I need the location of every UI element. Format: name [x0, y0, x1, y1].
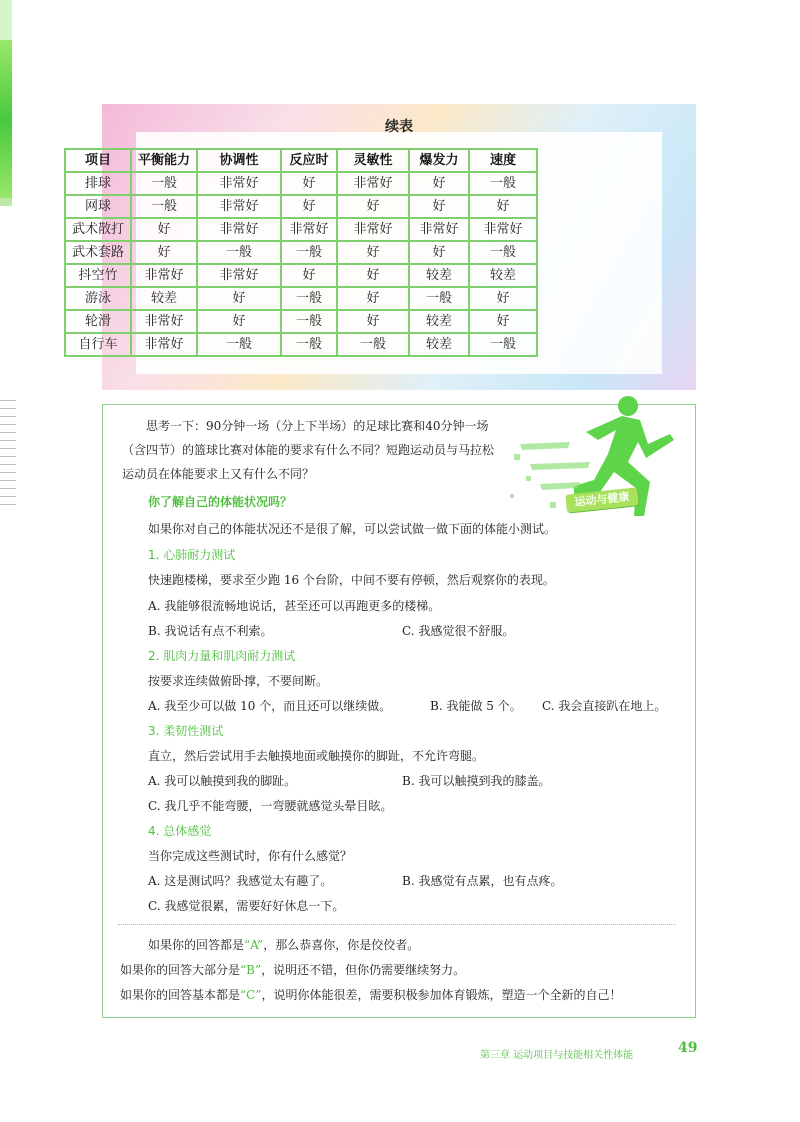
section-4-title: 4. 总体感觉	[148, 824, 212, 838]
table-rating-cell: 非常好	[337, 172, 409, 195]
table-rating-cell: 好	[409, 172, 469, 195]
table-rating-cell: 一般	[281, 241, 337, 264]
table-rating-cell: 好	[409, 241, 469, 264]
table-rating-cell: 一般	[281, 287, 337, 310]
table-rating-cell: 一般	[281, 310, 337, 333]
table-rating-cell: 好	[197, 287, 281, 310]
quiz-lead: 如果你对自己的体能状况还不是很了解，可以尝试做一做下面的体能小测试。	[148, 522, 557, 536]
table-header-cell: 爆发力	[409, 149, 469, 172]
table-sport-cell: 轮滑	[65, 310, 131, 333]
section-3-title: 3. 柔韧性测试	[148, 724, 224, 738]
table-rating-cell: 非常好	[281, 218, 337, 241]
table-rating-cell: 好	[281, 195, 337, 218]
result-c-suffix: ，说明你体能很差，需要积极参加体育锻炼，塑造一个全新的自己！	[261, 988, 622, 1002]
table-rating-cell: 较差	[409, 310, 469, 333]
result-a-prefix: 如果你的回答都是	[148, 938, 245, 952]
section-2-option-c: C. 我会直接趴在地上。	[542, 699, 667, 713]
table-rating-cell: 好	[337, 241, 409, 264]
table-rating-cell: 好	[409, 195, 469, 218]
table-rating-cell: 好	[469, 310, 537, 333]
result-line-a	[148, 935, 419, 955]
table-rating-cell: 非常好	[131, 333, 197, 356]
table-rating-cell: 好	[469, 287, 537, 310]
table-rating-cell: 非常好	[197, 172, 281, 195]
result-line-b	[120, 960, 465, 980]
table-rating-cell: 非常好	[131, 310, 197, 333]
table-header-row	[65, 149, 537, 172]
topic-badge: 运动与健康	[565, 487, 638, 512]
result-b-letter: “B”	[240, 963, 262, 977]
table-row	[65, 241, 537, 264]
table-rating-cell: 好	[197, 310, 281, 333]
table-rating-cell: 非常好	[197, 218, 281, 241]
table-rating-cell: 非常好	[409, 218, 469, 241]
table-sport-cell: 武术散打	[65, 218, 131, 241]
table-sport-cell: 武术套路	[65, 241, 131, 264]
result-a-suffix: ，那么恭喜你，你是佼佼者。	[263, 938, 420, 952]
dotted-divider	[118, 924, 676, 925]
table-row	[65, 218, 537, 241]
section-4-text: 当你完成这些测试时，你有什么感觉？	[148, 849, 353, 863]
table-rating-cell: 较差	[409, 333, 469, 356]
section-1-option-c: C. 我感觉很不舒服。	[402, 624, 515, 638]
table-rating-cell: 一般	[409, 287, 469, 310]
result-b-suffix: ，说明还不错，但你仍需要继续努力。	[261, 963, 466, 977]
page-number: 49	[678, 1040, 698, 1056]
table-row	[65, 195, 537, 218]
table-rating-cell: 一般	[131, 172, 197, 195]
edge-decoration-green	[0, 40, 12, 200]
table-rating-cell: 非常好	[469, 218, 537, 241]
table-row	[65, 172, 537, 195]
table-rating-cell: 较差	[409, 264, 469, 287]
table-rating-cell: 非常好	[337, 218, 409, 241]
table-rating-cell: 一般	[469, 333, 537, 356]
table-sport-cell: 自行车	[65, 333, 131, 356]
section-1-text: 快速跑楼梯，要求至少跑 16 个台阶，中间不要有停顿，然后观察你的表现。	[148, 573, 555, 587]
table-header-cell: 协调性	[197, 149, 281, 172]
table-header-cell: 平衡能力	[131, 149, 197, 172]
result-c-letter: “C”	[240, 988, 262, 1002]
section-3-text: 直立，然后尝试用手去触摸地面或触摸你的脚趾，不允许弯腿。	[148, 749, 485, 763]
section-2-option-a: A. 我至少可以做 10 个，而且还可以继续做。	[148, 699, 392, 713]
section-2-option-b: B. 我能做 5 个。	[430, 699, 522, 713]
table-rating-cell: 好	[131, 218, 197, 241]
section-1-option-a: A. 我能够很流畅地说话，甚至还可以再跑更多的楼梯。	[148, 599, 441, 613]
table-sport-cell: 抖空竹	[65, 264, 131, 287]
table-rating-cell: 好	[337, 195, 409, 218]
section-2-text: 按要求连续做俯卧撑，不要间断。	[148, 674, 329, 688]
table-rating-cell: 好	[131, 241, 197, 264]
table-header-cell: 速度	[469, 149, 537, 172]
quiz-title: 你了解自己的体能状况吗？	[148, 495, 293, 509]
table-rating-cell: 好	[337, 264, 409, 287]
table-rating-cell: 一般	[469, 172, 537, 195]
table-rating-cell: 好	[469, 195, 537, 218]
table-row	[65, 264, 537, 287]
table-rating-cell: 非常好	[131, 264, 197, 287]
edge-decoration-lines	[0, 400, 16, 510]
section-4-option-a: A. 这是测试吗？我感觉太有趣了。	[148, 874, 333, 888]
section-2-title: 2. 肌肉力量和肌肉耐力测试	[148, 649, 296, 663]
table-header-cell: 项目	[65, 149, 131, 172]
chapter-footer: 第三章 运动项目与技能相关性体能	[480, 1050, 634, 1061]
table-header-cell: 反应时	[281, 149, 337, 172]
table-rating-cell: 好	[337, 310, 409, 333]
table-rating-cell: 好	[281, 172, 337, 195]
table-rating-cell: 非常好	[197, 264, 281, 287]
table-rating-cell: 非常好	[197, 195, 281, 218]
table-rating-cell: 一般	[281, 333, 337, 356]
edge-decoration-tick	[0, 198, 12, 206]
table-rating-cell: 好	[281, 264, 337, 287]
table-row	[65, 287, 537, 310]
table-row	[65, 333, 537, 356]
table-rating-cell: 一般	[131, 195, 197, 218]
section-4-option-b: B. 我感觉有点累，也有点疼。	[402, 874, 563, 888]
table-rating-cell: 好	[337, 287, 409, 310]
section-1-title: 1. 心肺耐力测试	[148, 548, 236, 562]
section-1-option-b: B. 我说话有点不利索。	[148, 624, 273, 638]
edge-decoration-top	[0, 0, 12, 40]
ability-table	[64, 148, 538, 357]
table-caption: 续表	[385, 119, 413, 135]
table-row	[65, 310, 537, 333]
table-rating-cell: 较差	[131, 287, 197, 310]
table-rating-cell: 一般	[469, 241, 537, 264]
table-rating-cell: 较差	[469, 264, 537, 287]
section-4-option-c: C. 我感觉很累，需要好好休息一下。	[148, 899, 345, 913]
section-3-option-a: A. 我可以触摸到我的脚趾。	[148, 774, 297, 788]
table-rating-cell: 一般	[197, 333, 281, 356]
table-rating-cell: 一般	[337, 333, 409, 356]
result-b-prefix: 如果你的回答大部分是	[120, 963, 241, 977]
result-a-letter: “A”	[244, 938, 264, 952]
section-3-option-c: C. 我几乎不能弯腰，一弯腰就感觉头晕目眩。	[148, 799, 393, 813]
section-3-option-b: B. 我可以触摸到我的膝盖。	[402, 774, 551, 788]
table-sport-cell: 游泳	[65, 287, 131, 310]
think-paragraph: 思考一下：90分钟一场（分上下半场）的足球比赛和40分钟一场（含四节）的篮球比赛对体能的要求有什么不同？短跑运动员与马拉松运动员在体能要求上又有什么不同？	[122, 419, 495, 481]
table-rating-cell: 一般	[197, 241, 281, 264]
table-header-cell: 灵敏性	[337, 149, 409, 172]
table-sport-cell: 排球	[65, 172, 131, 195]
result-c-prefix: 如果你的回答基本都是	[120, 988, 241, 1002]
result-line-c	[120, 985, 621, 1005]
table-sport-cell: 网球	[65, 195, 131, 218]
